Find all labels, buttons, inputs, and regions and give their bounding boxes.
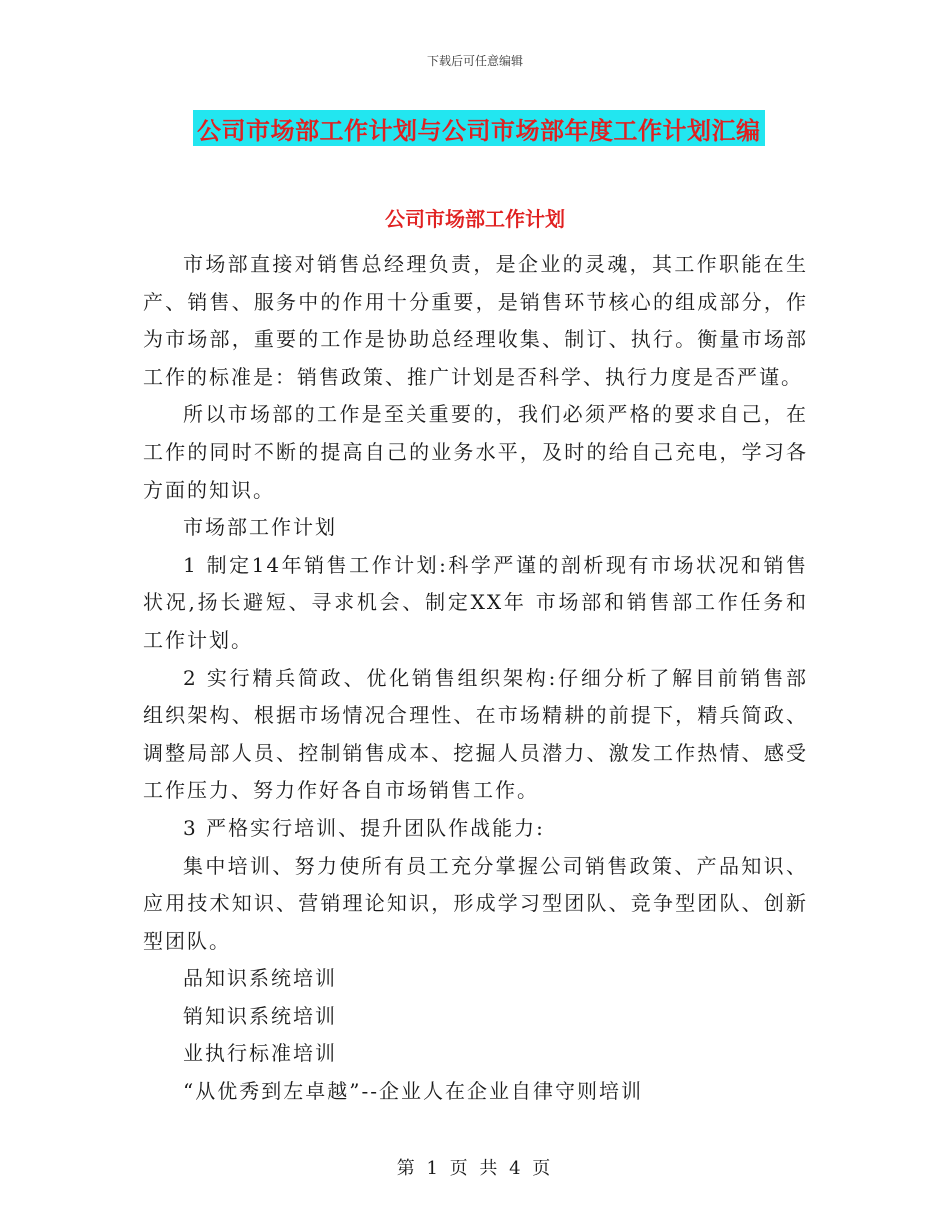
section-title: 公司市场部工作计划 (385, 207, 565, 231)
paragraph: “从优秀到左卓越”--企业人在企业自律守则培训 (183, 1079, 643, 1104)
paragraph: 所以市场部的工作是至关重要的，我们必须严格的要求自己，在工作的同时不断的提高自己的业务水平，及时的给自己充电，学习各方面的知识。 (143, 402, 808, 502)
paragraph: 品知识系统培训 (183, 966, 337, 991)
body-text (143, 246, 808, 1111)
page-footer: 第 1 页 共 4 页 (396, 1158, 554, 1179)
paragraph: 市场部直接对销售总经理负责，是企业的灵魂，其工作职能在生产、销售、服务中的作用十分重要，是销售环节核心的组成部分，作为市场部，重要的工作是协助总经理收集、制订、执行。衡量市场部工作的标准是：销售政策、推广计划是否科学、执行力度是否严谨。 (143, 252, 808, 389)
paragraph: 2 实行精兵简政、优化销售组织架构:仔细分析了解目前销售部组织架构、根据市场情况合理性、在市场精耕的前提下，精兵简政、调整局部人员、控制销售成本、挖掘人员潜力、激发工作热情、感受工作压力、努力作好各自市场销售工作。 (143, 665, 808, 803)
header-note: 下载后可任意编辑 (426, 54, 523, 68)
paragraph: 3 严格实行培训、提升团队作战能力: (183, 815, 545, 840)
paragraph: 1 制定14年销售工作计划:科学严谨的剖析现有市场状况和销售状况,扬长避短、寻求机会、制定XX年 市场部和销售部工作任务和工作计划。 (143, 552, 808, 652)
paragraph: 集中培训、努力使所有员工充分掌握公司销售政策、产品知识、应用技术知识、营销理论知识，形成学习型团队、竞争型团队、创新型团队。 (143, 853, 808, 953)
paragraph: 销知识系统培训 (183, 1003, 337, 1028)
title-highlight (193, 110, 765, 146)
paragraph: 业执行标准培训 (183, 1041, 337, 1066)
paragraph: 市场部工作计划 (183, 515, 337, 540)
document-title: 公司市场部工作计划与公司市场部年度工作计划汇编 (197, 116, 761, 145)
